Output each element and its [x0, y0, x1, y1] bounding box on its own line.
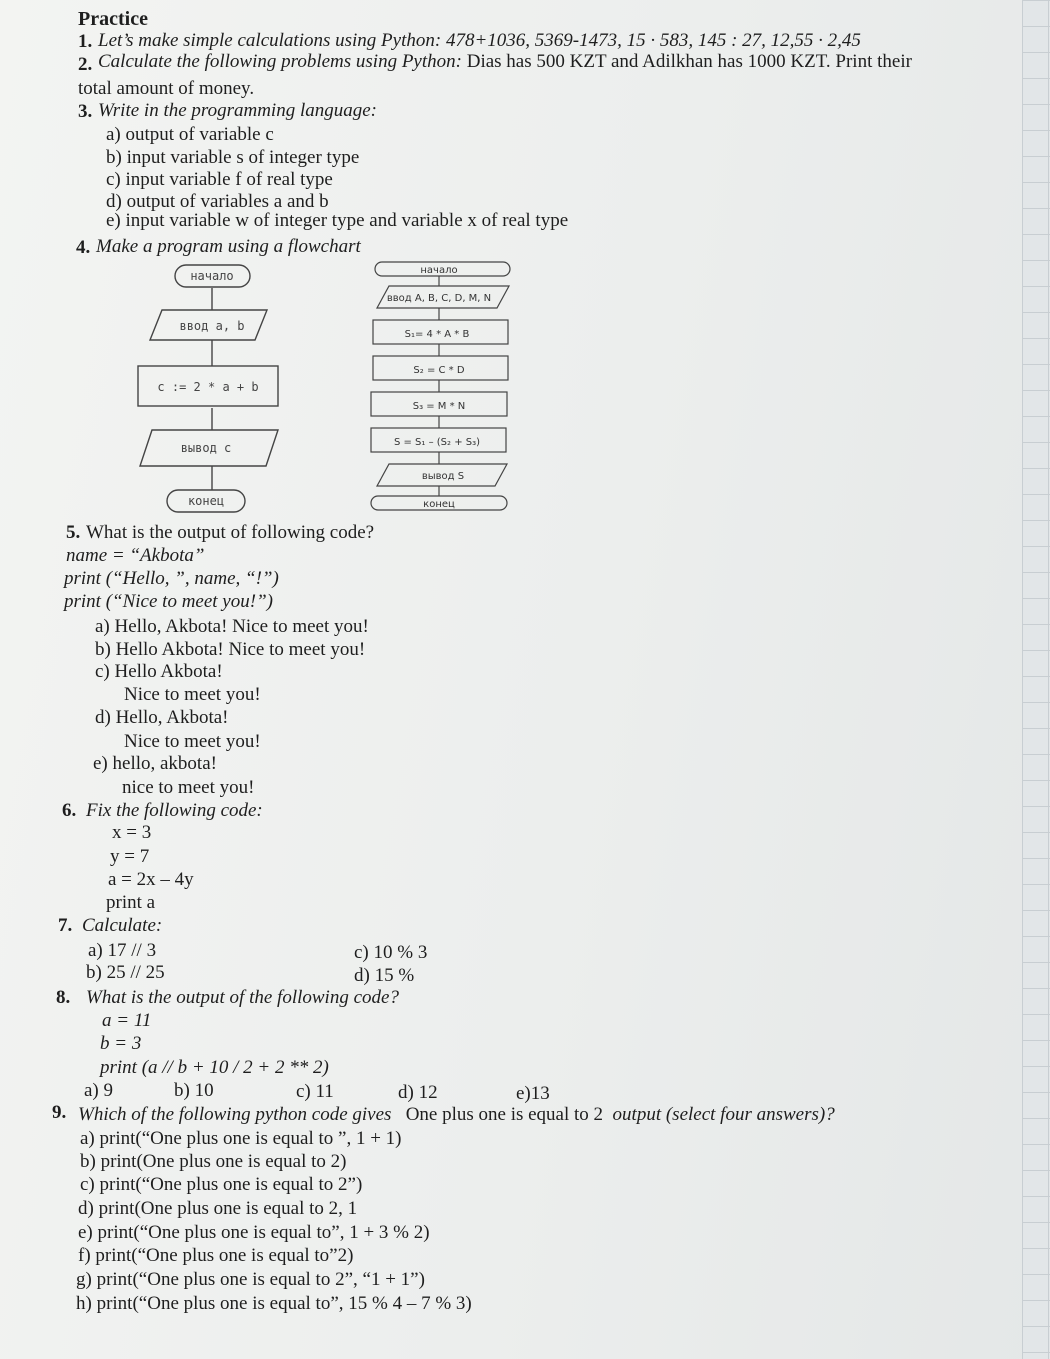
flow-right-end-label: конец	[423, 499, 455, 510]
q9-target-output: One plus one is equal to 2	[405, 1104, 604, 1125]
flow-right-s-label: S = S₁ – (S₂ + S₃)	[393, 437, 481, 448]
q6-code-line-1: x = 3	[112, 822, 152, 843]
q9-option-e: e) print(“One plus one is equal to”, 1 + 3 % 2)	[78, 1222, 430, 1243]
q6-text: Fix the following code:	[86, 800, 263, 821]
q8-option-e: e)13	[516, 1083, 550, 1104]
q3-option-b: b) input variable s of integer type	[106, 147, 360, 168]
q7-text: Calculate:	[82, 915, 163, 936]
q8-text: What is the output of the following code?	[86, 987, 399, 1008]
flow-left-process-label: c := 2 * a + b	[157, 380, 259, 394]
q9-text	[78, 1104, 835, 1126]
flow-left-input-label: ввод a, b	[179, 319, 245, 333]
q3-option-c: c) input variable f of real type	[106, 169, 333, 190]
q6-number: 6.	[62, 800, 77, 821]
q5-code-line-1: name = “Akbota”	[66, 545, 205, 566]
q9-tail: output (select four answers)?	[612, 1104, 835, 1125]
q2-lead: Calculate the following problems using Python:	[98, 51, 462, 72]
q8-option-c: c) 11	[296, 1081, 334, 1102]
q3-number: 3.	[78, 101, 93, 122]
flowchart-left	[130, 258, 290, 520]
q3-option-a: a) output of variable c	[106, 124, 274, 145]
q8-code-line-1: a = 11	[102, 1010, 152, 1031]
q5-option-b: b) Hello Akbota! Nice to meet you!	[95, 639, 366, 660]
q5-option-e: e) hello, akbota!	[93, 753, 217, 774]
adjacent-grid-page	[1022, 0, 1050, 1359]
q7-option-b: b) 25 // 25	[86, 962, 165, 983]
q6-code-line-2: y = 7	[110, 846, 150, 867]
q7-option-d: d) 15 %	[354, 965, 415, 986]
q8-option-b: b) 10	[174, 1080, 214, 1101]
q4-text: Make a program using a flowchart	[96, 236, 361, 257]
q5-option-a: a) Hello, Akbota! Nice to meet you!	[95, 616, 369, 637]
q5-option-e-line-2: nice to meet you!	[122, 777, 255, 798]
q3-text: Write in the programming language:	[98, 100, 377, 121]
q8-code-line-3: print (a // b + 10 / 2 + 2 ** 2)	[100, 1057, 329, 1078]
q2-rest: Dias has 500 KZT and Adilkhan has 1000 KZT. Print their	[466, 51, 912, 72]
q5-number: 5.	[66, 522, 81, 543]
q7-option-a: a) 17 // 3	[88, 940, 157, 961]
flow-right-output-label: вывод S	[421, 471, 465, 482]
q9-number: 9.	[52, 1102, 67, 1123]
q9-option-f: f) print(“One plus one is equal to”2)	[78, 1245, 354, 1266]
q3-option-e: e) input variable w of integer type and variable x of real type	[106, 210, 569, 231]
q9-option-g: g) print(“One plus one is equal to 2”, “1 + 1”)	[76, 1269, 425, 1290]
q7-number: 7.	[58, 915, 73, 936]
flow-left-output-label: вывод c	[180, 441, 232, 455]
q2-text	[98, 51, 912, 73]
q5-option-c: c) Hello Akbota!	[95, 661, 223, 682]
q4-number: 4.	[76, 237, 91, 258]
q5-text: What is the output of following code?	[86, 522, 375, 543]
q1-text: Let’s make simple calculations using Python: 478+1036, 5369-1473, 15 · 583, 145 : 27, 12,55 · 2,45	[98, 30, 861, 51]
flow-right-start-label: начало	[420, 265, 458, 276]
flow-right-s1-label: S₁= 4 * A * B	[404, 329, 470, 340]
q3-option-d: d) output of variables a and b	[106, 191, 329, 212]
q2-continuation: total amount of money.	[78, 78, 255, 99]
q9-lead: Which of the following python code gives	[78, 1104, 392, 1125]
q1-number: 1.	[78, 31, 93, 52]
q5-code-line-3: print (“Nice to meet you!”)	[64, 591, 273, 612]
q9-option-a: a) print(“One plus one is equal to ”, 1 + 1)	[80, 1128, 402, 1149]
q9-option-d: d) print(One plus one is equal to 2, 1	[78, 1198, 358, 1219]
q5-option-d: d) Hello, Akbota!	[95, 707, 229, 728]
page-title: Practice	[78, 8, 148, 30]
flow-right-s3-label: S₃ = M * N	[412, 401, 466, 412]
q5-option-c-line-2: Nice to meet you!	[124, 684, 261, 705]
q6-code-line-4: print a	[106, 892, 156, 913]
q8-number: 8.	[56, 987, 71, 1008]
q8-option-a: a) 9	[84, 1080, 114, 1101]
q8-option-d: d) 12	[398, 1082, 438, 1103]
q8-code-line-2: b = 3	[100, 1033, 142, 1054]
flow-right-s2-label: S₂ = C * D	[413, 365, 465, 376]
q2-number: 2.	[78, 54, 93, 75]
q6-code-line-3: a = 2x – 4y	[108, 869, 194, 890]
q9-option-h: h) print(“One plus one is equal to”, 15 % 4 – 7 % 3)	[76, 1293, 472, 1314]
q5-code-line-2: print (“Hello, ”, name, “!”)	[64, 568, 279, 589]
q9-option-b: b) print(One plus one is equal to 2)	[80, 1151, 347, 1172]
q7-option-c: c) 10 % 3	[354, 942, 428, 963]
q5-option-d-line-2: Nice to meet you!	[124, 731, 261, 752]
flow-right-input-label: ввод A, B, C, D, M, N	[386, 293, 492, 304]
flowchart-right	[365, 258, 515, 520]
q9-option-c: c) print(“One plus one is equal to 2”)	[80, 1174, 363, 1195]
flow-left-start-label: начало	[190, 269, 234, 283]
flow-left-end-label: конец	[187, 494, 225, 508]
